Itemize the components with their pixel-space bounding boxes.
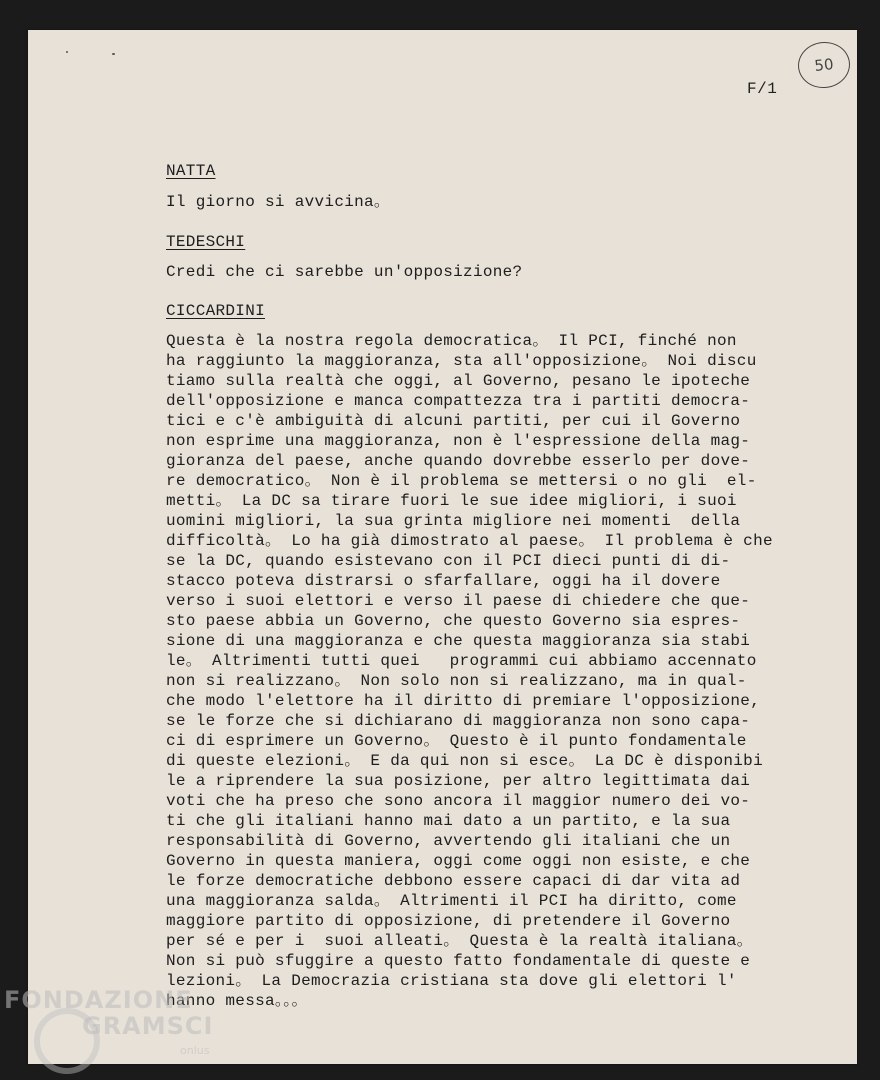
dialogue-line: tiamo sulla realtà che oggi, al Governo, pesano le ipoteche [166,372,751,390]
dialogue-line: se la DC, quando esistevano con il PCI dieci punti di di- [166,552,731,570]
dialogue-line: Governo in questa maniera, oggi come oggi non esiste, e che [166,852,751,870]
paper-speck [112,53,115,55]
dialogue-line: re democratico。 Non è il problema se mettersi o no gli el- [166,472,757,490]
dialogue-line: uomini migliori, la sua grinta migliore nei momenti della [166,512,741,530]
dialogue-line: Non si può sfuggire a questo fatto fondamentale di queste e [166,952,751,970]
dialogue-line: le a riprendere la sua posizione, per altro legittimata dai [166,772,751,790]
dialogue-line: ti che gli italiani hanno mai dato a un partito, e la sua [166,812,731,830]
dialogue-line: sione di una maggioranza e che questa maggioranza sia stabi [166,632,751,650]
watermark-sub: onlus [180,1044,210,1057]
dialogue-line: una maggioranza salda。 Altrimenti il PCI ha diritto, come [166,892,737,910]
dialogue-line: Il giorno si avvicina。 [166,193,391,211]
dialogue-line: Credi che ci sarebbe un'opposizione? [166,263,523,281]
handwritten-page-number: 50 [796,39,853,90]
paper-speck [66,51,68,53]
dialogue-line: ha raggiunto la maggioranza, sta all'opposizione。 Noi discu [166,352,757,370]
dialogue-line: dell'opposizione e manca compattezza tra i partiti democra- [166,392,751,410]
dialogue-line: voti che ha preso che sono ancora il maggior numero dei vo- [166,792,751,810]
dialogue-line: per sé e per i suoi alleati。 Questa è la realtà italiana。 [166,932,754,950]
dialogue-line: le。 Altrimenti tutti quei programmi cui abbiamo accennato [166,652,757,670]
dialogue-line: maggiore partito di opposizione, di pretendere il Governo [166,912,731,930]
watermark-line2: GRAMSCI [82,1012,214,1040]
dialogue-line: non esprime una maggioranza, non è l'espressione della mag- [166,432,751,450]
speaker-natta: NATTA [166,162,216,180]
speaker-ciccardini: CICCARDINI [166,302,266,320]
dialogue-line: le forze democratiche debbono essere capaci di dar vita ad [166,872,741,890]
dialogue-line: che modo l'elettore ha il diritto di premiare l'opposizione, [166,692,761,710]
dialogue-line: responsabilità di Governo, avvertendo gli italiani che un [166,832,731,850]
dialogue-line: metti。 La DC sa tirare fuori le sue idee migliori, i suoi [166,492,737,510]
watermark-line1: FONDAZIONE [4,986,193,1014]
dialogue-line: verso i suoi elettori e verso il paese di chiedere che que- [166,592,751,610]
dialogue-line: sto paese abbia un Governo, che questo Governo sia espres- [166,612,741,630]
dialogue-line: di queste elezioni。 E da qui non si esce。 La DC è disponibi [166,752,763,770]
dialogue-line: gioranza del paese, anche quando dovrebbe esserlo per dove- [166,452,751,470]
dialogue-line: lezioni。 La Democrazia cristiana sta dove gli elettori l' [166,972,737,990]
dialogue-line: tici e c'è ambiguità di alcuni partiti, per cui il Governo [166,412,741,430]
speaker-tedeschi: TEDESCHI [166,233,246,251]
page-code: F/1 [747,80,778,98]
dialogue-line: se le forze che si dichiarano di maggioranza non sono capa- [166,712,751,730]
dialogue-line: ci di esprimere un Governo。 Questo è il punto fondamentale [166,732,747,750]
dialogue-line: stacco poteva distrarsi o sfarfallare, oggi ha il dovere [166,572,721,590]
dialogue-line: difficoltà。 Lo ha già dimostrato al paese。 Il problema è che [166,532,773,550]
dialogue-line: non si realizzano。 Non solo non si realizzano, ma in qual- [166,672,747,690]
dialogue-line: Questa è la nostra regola democratica。 Il PCI, finché non [166,332,737,350]
fondazione-gramsci-watermark [4,982,224,1078]
dialogue-line: hanno messa。。。 [166,992,308,1010]
